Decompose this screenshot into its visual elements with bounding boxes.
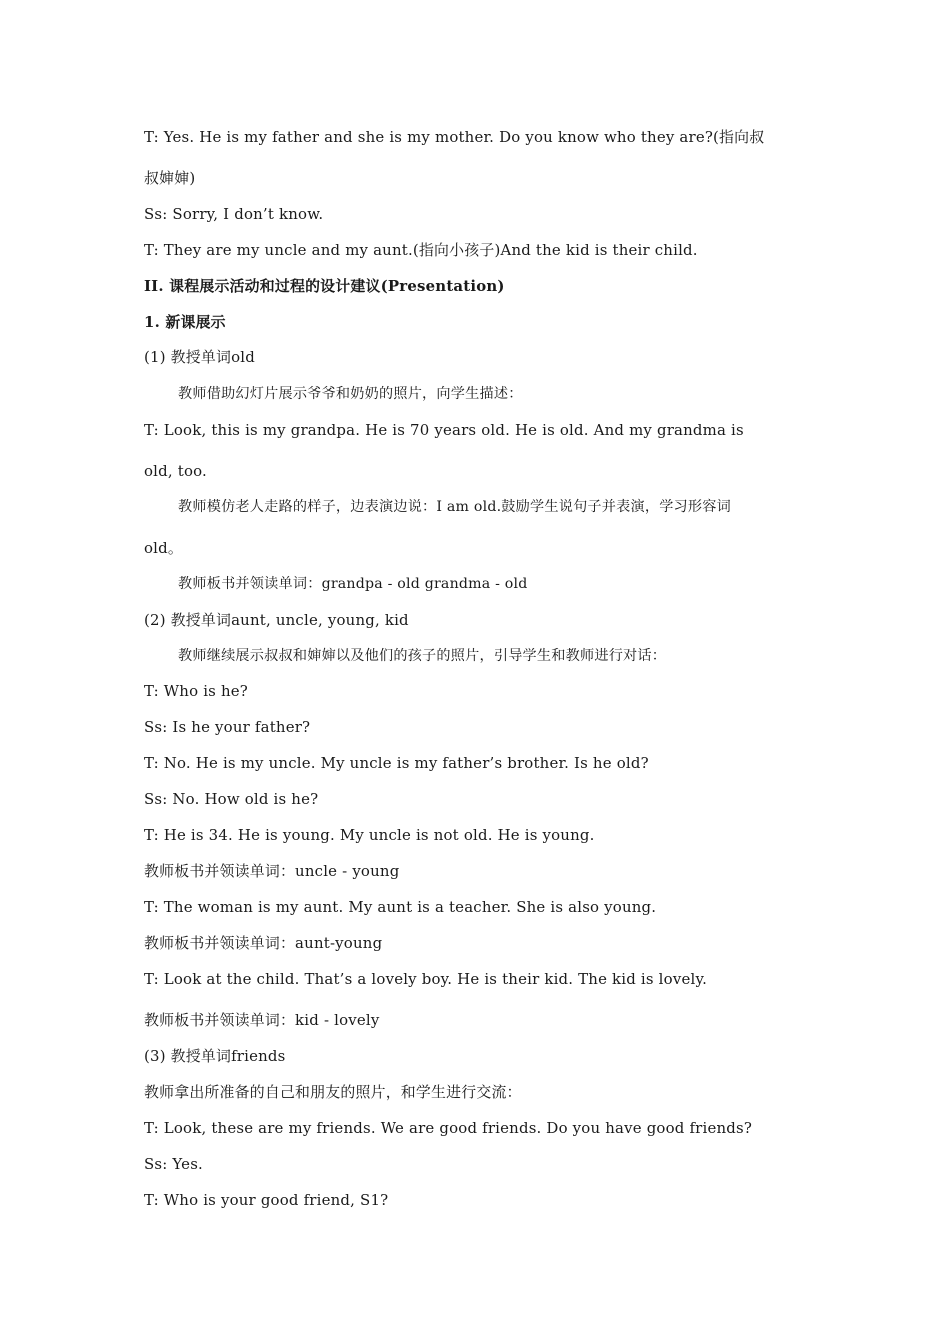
text-line: Ss: No. How old is he? [144,790,319,808]
text-line: 教师板书并领读单词：grandpa - old grandma - old [178,576,528,592]
subsection-heading: 1. 新课展示 [144,313,226,331]
text-line: Ss: Is he your father? [144,718,311,736]
text-line: Ss: Sorry, I don’t know. [144,205,324,223]
text-line: T: Look, these are my friends. We are good friends. Do you have good friends? [144,1119,753,1137]
text-line: T: They are my uncle and my aunt.(指向小孩子)And the kid is their child. [144,241,698,259]
text-line: old, too. [144,462,207,480]
text-line: Ss: Yes. [144,1155,203,1173]
text-line: old。 [144,539,183,557]
text-line: T: He is 34. He is young. My uncle is not old. He is young. [144,826,595,844]
step-heading: (2) 教授单词aunt, uncle, young, kid [144,611,409,629]
text-line: 教师借助幻灯片展示爷爷和奶奶的照片，向学生描述： [178,386,523,402]
step-heading: (1) 教授单词old [144,348,255,366]
text-line: T: Who is your good friend, S1? [144,1191,389,1209]
text-line: T: The woman is my aunt. My aunt is a teacher. She is also young. [144,898,657,916]
text-line: 教师模仿老人走路的样子，边表演边说：I am old.鼓励学生说句子并表演，学习形容词 [178,499,731,515]
text-line: T: Who is he? [144,682,248,700]
text-line: 教师拿出所准备的自己和朋友的照片，和学生进行交流： [144,1083,522,1101]
text-line: 教师继续展示叔叔和婶婶以及他们的孩子的照片，引导学生和教师进行对话： [178,648,667,664]
text-line: 教师板书并领读单词：aunt-young [144,934,383,952]
text-line: T: Look at the child. That’s a lovely boy. He is their kid. The kid is lovely. [144,970,708,988]
text-line: 教师板书并领读单词：kid - lovely [144,1011,380,1029]
text-line: 教师板书并领读单词：uncle - young [144,862,400,880]
section-heading: II. 课程展示活动和过程的设计建议(Presentation) [144,277,505,295]
step-heading: (3) 教授单词friends [144,1047,286,1065]
text-line: T: Yes. He is my father and she is my mother. Do you know who they are?(指向叔 [144,128,765,146]
text-line: 叔婶婶) [144,169,196,187]
text-line: T: No. He is my uncle. My uncle is my father’s brother. Is he old? [144,754,649,772]
text-line: T: Look, this is my grandpa. He is 70 years old. He is old. And my grandma is [144,421,744,439]
